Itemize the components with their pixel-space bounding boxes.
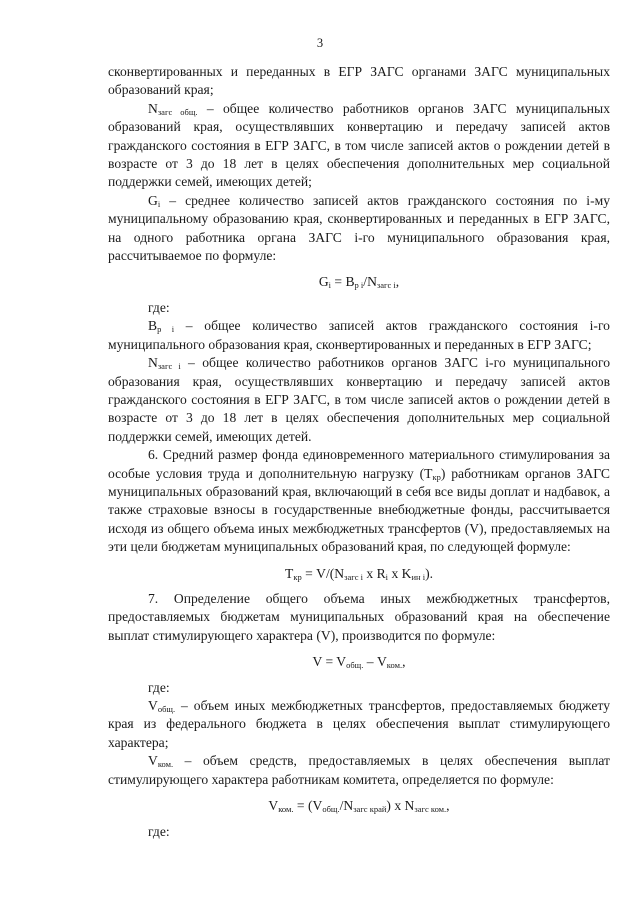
paragraph-continuation: сконвертированных и переданных в ЕГР ЗАГС органами ЗАГС муниципальных образований края; xyxy=(108,64,610,98)
symbol: B xyxy=(148,318,158,334)
definition-text: – среднее количество записей актов гражданского состояния по i-му муниципальному образованию края, сконвертированных и переданных в ЕГР ЗАГС, на одного работника органа ЗАГС i-го муниципального образования края, рассчитываемое по формуле: xyxy=(108,192,610,264)
formula-subscript: i xyxy=(328,280,332,291)
formula-part: , xyxy=(446,798,450,814)
formula-part: ) x N xyxy=(386,798,415,814)
paragraph-n-zags-i xyxy=(108,354,610,446)
formula-subscript: загс i xyxy=(376,280,396,291)
formula-part: ). xyxy=(425,565,433,581)
formula-subscript: загс край xyxy=(353,804,387,815)
item-text: ) работникам органов ЗАГС муниципальных образований края, включающий в себя все виды доплат и надбавок, а также страховые взносы в государственные внебюджетные фонды, рассчитывается исходя из общего объема иных межбюджетных трансфертов (V), предоставляемых на эти цели бюджетам муниципальных образований края, по следующей формуле: xyxy=(108,465,610,555)
subscript: загс общ. xyxy=(157,106,198,117)
symbol: N xyxy=(148,355,158,371)
formula-part: = V/(N xyxy=(301,565,345,581)
formula-part: V = V xyxy=(312,654,347,670)
formula-subscript: ком. xyxy=(386,660,403,671)
formula-part: V xyxy=(268,798,279,814)
definition-text: – общее количество работников органов ЗАГС муниципальных образований края, осуществлявших конвертацию и передачу записей актов гражданского состояния в ЕГР ЗАГС, в том числе записей актов о рождении детей в возрасте от 3 до 18 лет в целях обеспечения дополнительных мер социальной поддержки семей, имеющих детей; xyxy=(108,100,610,190)
paragraph-v-total xyxy=(108,697,610,752)
formula-part: – V xyxy=(363,654,387,670)
definition-text: – общее количество работников органов ЗАГС i-го муниципального образования края, осуществлявших конвертацию и передачу записей актов гражданского состояния в ЕГР ЗАГС, в том числе записей актов о рождении детей в возрасте от 3 до 18 лет в целях обеспечения дополнительных мер социальной поддержки семей, имеющих детей. xyxy=(108,355,610,444)
formula-subscript: кр xyxy=(293,571,302,582)
where-label: где: xyxy=(148,299,170,315)
formula-subscript: общ. xyxy=(322,804,340,815)
where-label: где: xyxy=(148,824,170,840)
symbol: V xyxy=(148,698,158,713)
paragraph-b-ri xyxy=(108,317,610,354)
page-number: 3 xyxy=(316,36,324,50)
formula-part: , xyxy=(395,274,400,290)
symbol: N xyxy=(148,100,158,116)
formula-v xyxy=(108,653,610,671)
formula-part: /N xyxy=(363,274,377,290)
formula-subscript: i xyxy=(385,571,389,582)
subscript: ком. xyxy=(157,759,174,770)
where-label: где: xyxy=(148,679,170,695)
formula-t-kr xyxy=(108,565,610,583)
paragraph-n-zags-total xyxy=(108,100,610,192)
formula-part: , xyxy=(402,654,406,670)
formula-subscript: загс i xyxy=(344,571,363,582)
definition-text: – общее количество записей актов гражданского состояния i-го муниципального образования края, сконвертированных и переданных в ЕГР ЗАГС; xyxy=(108,318,610,352)
subscript: i xyxy=(157,198,161,209)
formula-subscript: общ. xyxy=(346,660,364,671)
formula-part: = (V xyxy=(293,798,323,814)
item-text: 6. Средний размер фонда единовременного материального стимулирования за особые условия труда и дополнительную нагрузку (Т xyxy=(108,447,610,481)
paragraph-item-6 xyxy=(108,446,610,556)
formula-subscript: р i xyxy=(354,280,364,291)
symbol: G xyxy=(148,192,158,208)
paragraph-item-7: 7. Определение общего объема иных межбюджетных трансфертов, предоставляемых бюджетам муниципальных образований края на обеспечение выплат стимулирующего характера (V), производится по формуле: xyxy=(108,590,610,643)
definition-text: – объем иных межбюджетных трансфертов, предоставляемых бюджету края из федерального бюджета в целях обеспечения выплат стимулирующего характера; xyxy=(108,698,610,750)
formula-part: Т xyxy=(285,565,294,581)
formula-part: = B xyxy=(331,274,355,290)
subscript: кр xyxy=(432,471,441,482)
formula-subscript: ин i xyxy=(411,571,426,582)
formula-part: x R xyxy=(363,565,386,581)
formula-g-i xyxy=(108,273,610,291)
formula-part: G xyxy=(318,274,329,290)
definition-text: – объем средств, предоставляемых в целях обеспечения выплат стимулирующего характера работникам комитета, определяется по формуле: xyxy=(108,753,610,787)
document-body xyxy=(108,63,610,842)
formula-v-kom xyxy=(108,797,610,815)
paragraph-v-kom xyxy=(108,752,610,789)
symbol: V xyxy=(148,753,158,769)
subscript: р i xyxy=(157,324,175,335)
formula-subscript: загс ком. xyxy=(414,804,447,815)
subscript: загс i xyxy=(157,361,181,372)
paragraph-g-i xyxy=(108,192,610,266)
formula-part: /N xyxy=(339,798,354,814)
formula-part: x K xyxy=(388,565,412,581)
subscript: общ. xyxy=(157,704,176,714)
formula-subscript: ком. xyxy=(278,804,294,815)
